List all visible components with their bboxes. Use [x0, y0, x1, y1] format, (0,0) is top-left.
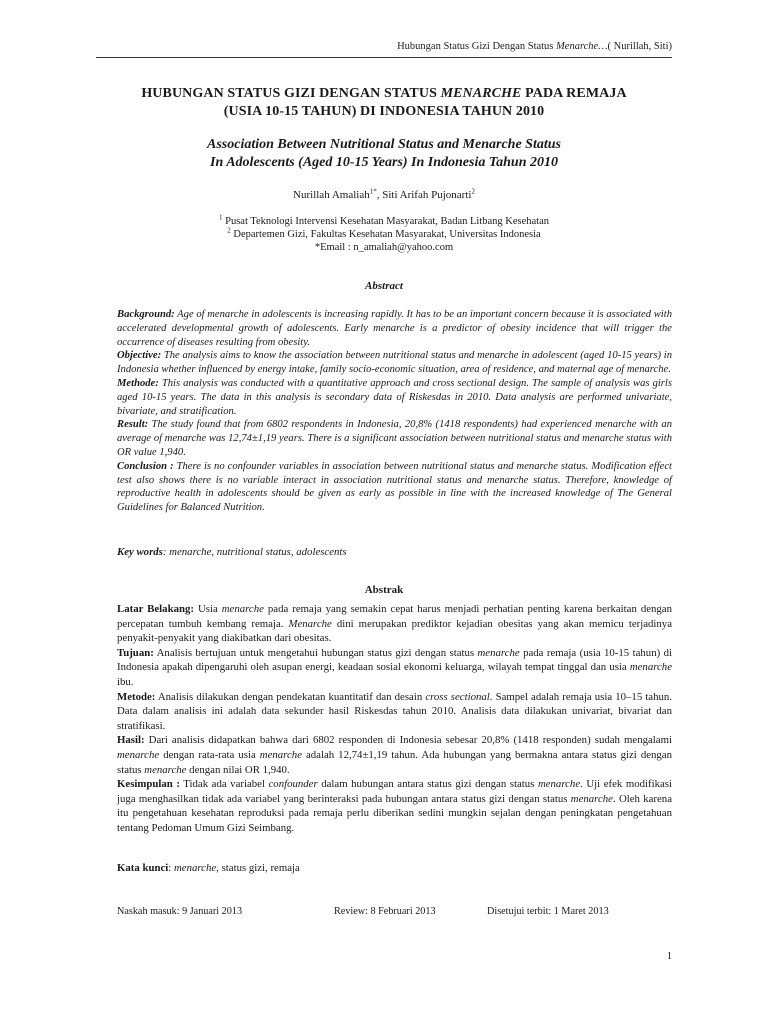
english-title-line-1: Association Between Nutritional Status and Menarche Status	[207, 137, 561, 152]
author-2-superscript: 2	[471, 187, 475, 196]
abstrak-tujuan	[117, 646, 672, 690]
abstrak-latar-label: Latar Belakang:	[117, 603, 194, 615]
abstrak-kesimpulan-text-2: dalam hubungan antara status gizi dengan status	[317, 778, 538, 791]
abstrak-tujuan-text-1: Analisis bertujuan untuk mengetahui hubungan status gizi dengan status	[153, 646, 478, 659]
english-title-line-2: In Adolescents (Aged 10-15 Years) In Indonesia Tahun 2010	[210, 155, 558, 170]
abstrak-kesimpulan-label: Kesimpulan :	[117, 778, 180, 791]
abstrak-hasil-italic-2: menarche	[259, 748, 302, 761]
abstrak-tujuan-text-3: ibu.	[117, 675, 134, 688]
abstrak-kesimpulan-italic-3: menarche	[570, 792, 613, 805]
title-line1-pre: HUBUNGAN STATUS GIZI DENGAN STATUS	[141, 86, 441, 101]
running-head-prefix: Hubungan Status Gizi Dengan Status	[397, 41, 557, 52]
abstract-objective-text: The analysis aims to know the association between nutritional status and menarche in adolescent (aged 10-15 years) in Indonesia whether influenced by energy intake, family socio-economic situation, area of residence, and maternal age of menarche.	[117, 350, 672, 376]
paper-title	[96, 85, 672, 121]
running-head-italic: Menarche…	[556, 41, 608, 52]
title-line-2: (USIA 10-15 TAHUN) DI INDONESIA TAHUN 2010	[223, 104, 545, 119]
title-line1-post: PADA REMAJA	[521, 86, 627, 101]
author-list	[96, 189, 672, 201]
abstrak-hasil-text-4: dengan nilai OR 1,940.	[186, 763, 290, 776]
author-separator: ,	[376, 189, 383, 201]
abstrak-hasil-text-3: adalah 12,74±1,19 tahun. Ada hubungan yang bermakna antara status gizi dengan status	[117, 748, 672, 776]
abstract-methode-text: This analysis was conducted with a quantitative approach and cross sectional design. The sample of analysis was girls aged 10-15 years. The data in this analysis is secondary data of Riskesdas in 2010. Data analysis are performed univariate, bivariate, and stratification.	[117, 377, 672, 417]
affiliation-2-superscript: 2	[227, 226, 231, 235]
abstrak-kesimpulan	[117, 777, 672, 835]
english-abstract	[117, 308, 672, 515]
author-1: Nurillah Amaliah	[293, 189, 370, 201]
title-line1-italic: MENARCHE	[440, 86, 522, 101]
abstrak-latar	[117, 602, 672, 646]
abstrak-kesimpulan-italic-1: confounder	[268, 778, 318, 791]
abstract-background-label: Background:	[117, 309, 175, 320]
kata-kunci-text-1: :	[168, 862, 174, 874]
abstract-methode-label: Methode:	[117, 377, 159, 389]
title-line-1	[96, 85, 672, 103]
affiliation-2-text: Departemen Gizi, Fakultas Kesehatan Masyarakat, Universitas Indonesia	[230, 229, 541, 240]
indonesian-keywords	[117, 862, 672, 874]
abstract-conclusion-label: Conclusion :	[117, 460, 174, 472]
date-received: Naskah masuk: 9 Januari 2013	[117, 906, 243, 917]
abstrak-metode-text-2: . Sampel adalah remaja usia 10–15 tahun. Data dalam analisis ini adalah data sekunder hasil Riskesdas tahun 2010. Analisis data dilakukan univariat, bivariat dan stratifikasi.	[117, 690, 672, 732]
abstract-result-text: The study found that from 6802 respondents in Indonesia, 20,8% (1418 respondents) had experienced menarche with an average of menarche was 12,74±1,19 years. There is a significant association between nutritional status and menarche status with OR value 1,940.	[117, 419, 672, 458]
page-number: 1	[666, 951, 672, 962]
abstrak-hasil-text-2: dengan rata-rata usia	[159, 748, 260, 761]
date-reviewed: Review: 8 Februari 2013	[334, 906, 436, 917]
abstrak-kesimpulan-text-1: Tidak ada variabel	[179, 778, 269, 791]
author-1-superscript: 1*	[369, 187, 377, 196]
abstract-objective-label: Objective:	[117, 350, 162, 362]
abstract-result-label: Result:	[117, 419, 149, 431]
affiliation-1	[96, 215, 672, 228]
abstrak-heading: Abstrak	[364, 584, 404, 596]
affiliation-1-text: Pusat Teknologi Intervensi Kesehatan Masyarakat, Badan Litbang Kesehatan	[222, 216, 549, 227]
abstrak-latar-italic-2: Menarche	[288, 617, 332, 630]
abstrak-tujuan-italic-1: menarche	[477, 646, 520, 659]
abstrak-metode-italic-1: cross sectional	[425, 690, 490, 703]
keywords-text: : menarche, nutritional status, adolescents	[162, 546, 347, 558]
abstrak-kesimpulan-text-3: . Uji efek modifikasi juga menghasilkan tidak ada variabel yang berinteraksi pada hubungan antara status gizi dengan status	[117, 778, 673, 805]
abstrak-metode-text-1: Analisis dilakukan dengan pendekatan kuantitatif dan desain	[155, 690, 426, 703]
corresponding-email: *Email : n_amaliah@yahoo.com	[314, 242, 454, 253]
author-2: Siti Arifah Pujonarti	[382, 189, 472, 201]
abstrak-hasil-label: Hasil:	[117, 734, 145, 747]
abstrak-latar-text-1: Usia	[193, 603, 222, 615]
indonesian-abstract	[117, 602, 672, 836]
abstract-conclusion-text: There is no confounder variables in association between nutritional status and menarche status. Modification effect test also shows there is no variable interact in association nutritional status and menarche status. Therefore, knowledge of reproductive health in adolescents should be given as early as possible in line with the increased knowledge of The General Guidelines for Balanced Nutrition.	[117, 460, 672, 514]
abstract-objective	[117, 349, 672, 377]
abstract-background	[117, 308, 672, 349]
abstrak-metode-label: Metode:	[117, 690, 156, 703]
abstrak-kesimpulan-text-4: . Oleh karena itu pengetahuan kesehatan reproduksi pada remaja perlu diberikan sedini mungkin sejalan dengan peningkatan pengetahuan tentang Pedoman Umum Gizi Seimbang.	[117, 792, 673, 834]
abstrak-tujuan-text-2: pada remaja (usia 10-15 tahun) di Indonesia apakah dipengaruhi oleh asupan energi, keadaan sosial ekonomi keluarga, wilayah tempat tinggal dan usia	[117, 646, 672, 674]
english-title	[96, 136, 672, 172]
abstrak-hasil-italic-1: menarche	[117, 748, 160, 761]
keywords-label: Key words	[117, 546, 163, 558]
affiliations	[96, 215, 672, 254]
kata-kunci-text-2: , status gizi, remaja	[216, 862, 300, 874]
abstrak-hasil-italic-3: menarche	[144, 763, 187, 776]
header-rule	[96, 57, 672, 58]
abstract-background-text: Age of menarche in adolescents is increasing rapidly. It has to be an important concern because it is associated with accelerated developmental growth of adolescents. Early menarche is a predictor of obesity incidence that will trigger the occurrence of diseases resulting from obesity.	[117, 309, 672, 348]
abstract-methode	[117, 377, 672, 418]
abstrak-latar-text-2: pada remaja yang semakin cepat harus menjadi perhatian penting karena berkaitan dengan percepatan tumbuh kembang remaja.	[117, 603, 672, 630]
abstrak-metode	[117, 690, 672, 734]
abstrak-hasil-text-1: Dari analisis didapatkan bahwa dari 6802 responden di Indonesia sebesar 20,8% (1418 responden) sudah mengalami	[144, 734, 672, 747]
kata-kunci-italic: menarche	[174, 862, 217, 874]
running-head-suffix: ( Nurillah, Siti)	[607, 41, 672, 52]
kata-kunci-label: Kata kunci	[117, 862, 169, 874]
date-accepted: Disetujui terbit: 1 Maret 2013	[487, 906, 609, 917]
abstrak-latar-text-3: dini merupakan prediktor kejadian obesitas yang akan memicu terjadinya penyakit-penyakit yang diakibatkan dari obesitas.	[117, 617, 672, 645]
abstract-conclusion	[117, 460, 672, 515]
abstrak-hasil	[117, 733, 672, 777]
affiliation-2	[96, 228, 672, 241]
english-keywords	[117, 546, 672, 558]
abstract-heading: Abstract	[365, 280, 403, 292]
abstrak-tujuan-italic-2: menarche	[629, 661, 672, 674]
abstrak-tujuan-label: Tujuan:	[117, 646, 154, 659]
abstrak-latar-italic-1: menarche	[221, 603, 264, 615]
running-head	[397, 41, 672, 52]
abstract-result	[117, 418, 672, 459]
affiliation-1-superscript: 1	[218, 213, 223, 222]
abstrak-kesimpulan-italic-2: menarche	[537, 778, 581, 791]
